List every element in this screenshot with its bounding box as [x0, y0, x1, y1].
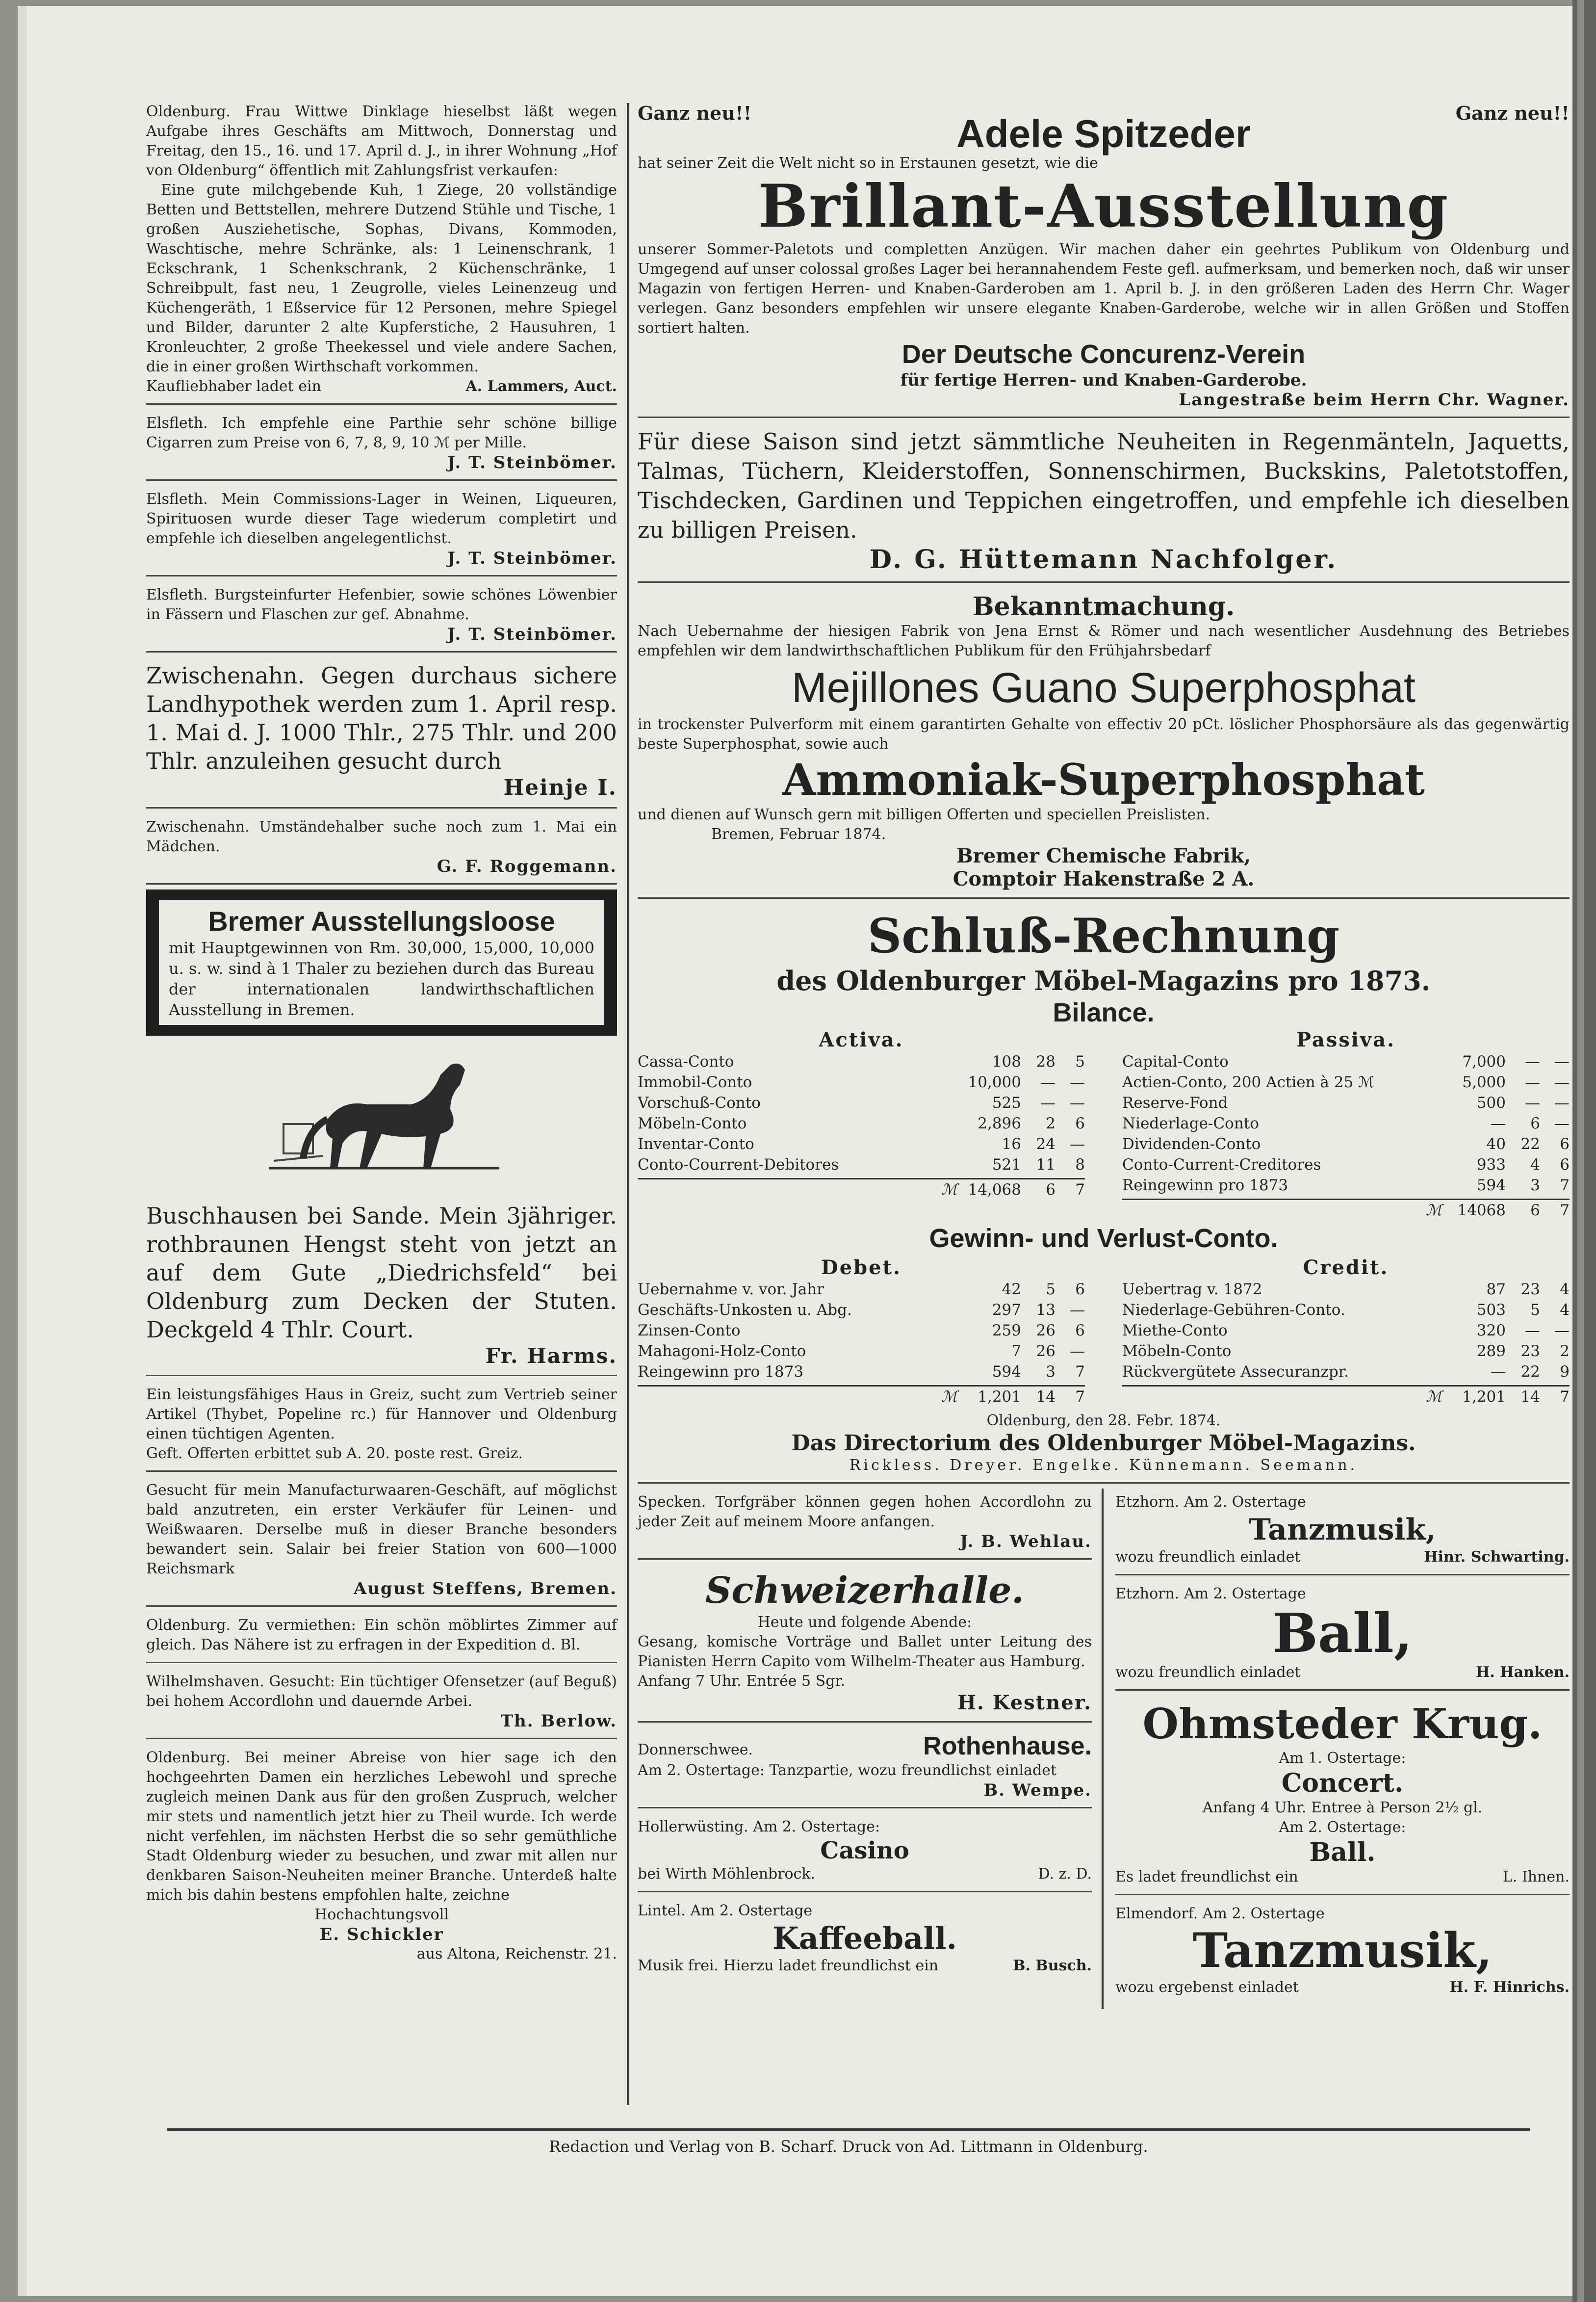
ad-dinklage: [146, 98, 617, 405]
credit-row-value: 23: [1520, 1342, 1540, 1360]
activa-row: [638, 1134, 1085, 1154]
ad-date: Bremen, Februar 1874.: [711, 826, 886, 843]
ad-text: mit Hauptgewinnen von Rm. 30,000, 15,000, 10,000 u. s. w. sind à 1 Thaler zu beziehen durch das Bureau der internationalen landwirthschaftlichen Ausstellung in Bremen.: [169, 939, 594, 1019]
ad-signature: D. G. Hüttemann Nachfolger.: [869, 545, 1338, 575]
passiva-row-value: 933: [1476, 1156, 1506, 1174]
activa-head: Activa.: [819, 1028, 904, 1051]
ganz-neu-left: Ganz neu!!: [638, 102, 752, 124]
ad-place: Hollerwüsting. Am 2. Ostertage:: [638, 1818, 880, 1835]
horse-illustration: [146, 1046, 617, 1193]
debet-row-value: 26: [1036, 1342, 1055, 1360]
ad-text: Musik frei. Hierzu ladet freundlichst ein: [638, 1957, 939, 1974]
ad-signature: L. Ihnen.: [1502, 1868, 1570, 1885]
debet-row: [638, 1279, 1085, 1300]
ad-text: Zwischenahn. Umständehalber suche noch zum 1. Mai ein Mädchen.: [146, 818, 617, 855]
credit-row-value: —: [1525, 1322, 1540, 1339]
debet-row-value: 6: [1075, 1281, 1085, 1298]
passiva-row-value: —: [1525, 1094, 1540, 1112]
ad-hefenbier: [146, 581, 617, 653]
activa-row: [638, 1113, 1085, 1134]
ad-text: wozu freundlich einladet: [1115, 1664, 1301, 1681]
ad-text: Ein leistungsfähiges Haus in Greiz, sucht zum Vertrieb seiner Artikel (Thybet, Popeline rc.) für Hannover und Oldenburg einen tüchtigen Agenten.: [146, 1386, 617, 1442]
ad-schickler: [146, 1744, 617, 1971]
ad-text: Elsfleth. Burgsteinfurter Hefenbier, sowie schönes Löwenbier in Fässern und Flaschen zur gef. Abnahme.: [146, 586, 617, 623]
column-separator: [627, 103, 629, 2105]
credit-row-value: —: [1554, 1322, 1570, 1339]
ad-title: Tanzmusik,: [1192, 1923, 1493, 1978]
passiva-row: [1122, 1051, 1570, 1072]
credit-row-label: Miethe-Conto: [1122, 1322, 1228, 1339]
ad-text: Am 2. Ostertage:: [1279, 1819, 1406, 1836]
ad-huettemann: [638, 423, 1570, 583]
passiva-row-value: —: [1554, 1094, 1570, 1112]
activa-row-label: Inventar-Conto: [638, 1135, 754, 1153]
bilance-table: [638, 1028, 1570, 1221]
credit-row-value: 4: [1560, 1281, 1570, 1298]
passiva-row-value: —: [1525, 1073, 1540, 1091]
verein-sub: für fertige Herren- und Knaben-Garderobe.: [900, 370, 1307, 390]
ad-text: Anfang 4 Uhr. Entree à Person 2½ gl.: [1202, 1799, 1483, 1816]
ad-text: Es ladet freundlichst ein: [1115, 1868, 1298, 1885]
activa-row: [638, 1051, 1085, 1072]
ad-hypothek: [146, 657, 617, 809]
ad-text: Zwischenahn. Gegen durchaus sichere Landhypothek werden zum 1. April resp. 1. Mai d. J. 1000 Thlr., 275 Thlr. und 200 Thlr. anzuleihen gesucht durch: [146, 662, 617, 774]
activa-row-value: 6: [1075, 1115, 1085, 1132]
passiva-row: [1122, 1154, 1570, 1175]
ad-text: Elsfleth. Mein Commissions-Lager in Weinen, Liqueuren, Spirituosen wurde dieser Tage wiederum completirt und empfehle ich dieselben angelegentlichst.: [146, 491, 617, 547]
credit-row-label: Rückvergütete Assecuranzpr.: [1122, 1363, 1349, 1381]
ad-casino: [638, 1813, 1092, 1892]
credit-row-value: 22: [1520, 1363, 1540, 1381]
ad-spitzeder: [638, 98, 1570, 418]
ad-address: Comptoir Hakenstraße 2 A.: [952, 867, 1255, 890]
ad-kaffeeball: [638, 1897, 1092, 1983]
activa-row-value: 521: [992, 1156, 1021, 1174]
credit-row-value: 5: [1530, 1301, 1540, 1319]
activa-row-value: 11: [1036, 1156, 1055, 1174]
ad-text: und dienen auf Wunsch gern mit billigen Offerten und speciellen Preislisten.: [638, 806, 1210, 823]
ad-text: Wilhelmshaven. Gesucht: Ein tüchtiger Ofensetzer (auf Beguß) bei hohem Accordlohn und dauernde Arbei.: [146, 1673, 617, 1710]
rechnung-directorium: Das Directorium des Oldenburger Möbel-Magazins.: [791, 1431, 1416, 1456]
debet-row-value: —: [1070, 1301, 1085, 1319]
ad-text: Elsfleth. Ich empfehle eine Parthie sehr schöne billige Cigarren zum Preise von 6, 7, 8, 9, 10 ℳ per Mille.: [146, 415, 617, 451]
ad-text: in trockenster Pulverform mit einem garantirten Gehalte von effectiv 20 pCt. löslicher Phosphorsäure als das gegenwärtig beste Superphosphat, sowie auch: [638, 716, 1570, 753]
debet-row-value: 13: [1036, 1301, 1055, 1319]
debet-row-value: 42: [1002, 1281, 1021, 1298]
activa-row-value: 5: [1075, 1053, 1085, 1071]
rechnung-title: Schluß-Rechnung: [867, 908, 1340, 964]
activa-row-label: Immobil-Conto: [638, 1073, 752, 1091]
passiva-row-value: —: [1525, 1053, 1540, 1071]
ad-invite: Kaufliebhaber ladet ein: [146, 378, 321, 395]
ad-text: Gesang, komische Vorträge und Ballet unter Leitung des Pianisten Herrn Capito vom Wilhelm-Theater aus Hamburg.: [638, 1633, 1092, 1670]
ad-ball: Ball.: [1309, 1837, 1376, 1867]
debet-row-value: 26: [1036, 1322, 1055, 1339]
credit-row-value: 320: [1476, 1322, 1506, 1339]
debet-row-label: Mahagoni-Holz-Conto: [638, 1342, 806, 1360]
activa-row-value: —: [1070, 1094, 1085, 1112]
passiva-row: [1122, 1113, 1570, 1134]
debet-row-label: Geschäfts-Unkosten u. Abg.: [638, 1301, 852, 1319]
credit-row-value: 2: [1560, 1342, 1570, 1360]
ad-signature: August Steffens, Bremen.: [353, 1579, 617, 1598]
ad-signature: J. T. Steinbömer.: [447, 625, 617, 644]
activa-row-value: —: [1070, 1073, 1085, 1091]
bottom-left-ads: [638, 1489, 1104, 2009]
imprint: Redaction und Verlag von B. Scharf. Druck von Ad. Littmann in Oldenburg.: [549, 2137, 1148, 2156]
credit-row-value: —: [1491, 1363, 1506, 1381]
bottom-ads: [638, 1489, 1570, 2009]
debet-row-label: Reingewinn pro 1873: [638, 1363, 804, 1381]
rechnung-subtitle: des Oldenburger Möbel-Magazins pro 1873.: [776, 965, 1431, 996]
product-1: Mejillones Guano Superphosphat: [792, 664, 1416, 711]
passiva-row-label: Reingewinn pro 1873: [1122, 1177, 1288, 1194]
activa-row: [638, 1154, 1085, 1175]
ad-berlow: [146, 1668, 617, 1739]
debet-row-value: —: [1070, 1342, 1085, 1360]
rechnung-names: Rickless. Dreyer. Engelke. Künnemann. Seemann.: [849, 1457, 1358, 1474]
ad-signature: A. Lammers, Auct.: [465, 378, 617, 395]
debet-head: Debet.: [821, 1256, 901, 1279]
ad-title: Rothenhause.: [923, 1732, 1092, 1760]
ad-signature: Th. Berlow.: [500, 1711, 617, 1731]
ad-text: Anfang 7 Uhr. Entrée 5 Sgr.: [638, 1673, 846, 1690]
ad-hengst: [146, 1198, 617, 1376]
ad-signature: Bremer Chemische Fabrik,: [956, 844, 1251, 867]
ad-signature: B. Wempe.: [983, 1780, 1092, 1800]
passiva-row-value: 6: [1530, 1115, 1540, 1132]
ad-greiz: [146, 1381, 617, 1472]
passiva-row-value: 7: [1560, 1177, 1570, 1194]
ad-zigarren: [146, 410, 617, 481]
activa-row-value: 2,896: [978, 1115, 1021, 1132]
activa-row-value: 108: [992, 1053, 1021, 1071]
passiva-row-value: 40: [1486, 1135, 1506, 1153]
ad-signature: H. Kestner.: [957, 1691, 1092, 1714]
activa-row-value: 8: [1075, 1156, 1085, 1174]
passiva-row-value: 7,000: [1462, 1053, 1506, 1071]
activa-row: [638, 1072, 1085, 1093]
ad-signature: H. F. Hinrichs.: [1449, 1979, 1570, 1996]
credit-total: ℳ 1,201 14 7: [1122, 1385, 1570, 1407]
credit-row-label: Niederlage-Gebühren-Conto.: [1122, 1301, 1345, 1319]
activa-row-label: Cassa-Conto: [638, 1053, 734, 1071]
passiva-row-value: 500: [1476, 1094, 1506, 1112]
credit-table: [1122, 1256, 1570, 1407]
footer-rule: [167, 2128, 1530, 2131]
debet-row-value: 5: [1046, 1281, 1055, 1298]
credit-row-value: 4: [1560, 1301, 1570, 1319]
ad-text: wozu ergebenst einladet: [1115, 1979, 1299, 1996]
debet-row-value: 6: [1075, 1322, 1085, 1339]
ad-title: Schweizerhalle.: [705, 1570, 1025, 1612]
ad-tanzmusik-etzhorn: [1115, 1489, 1570, 1575]
passiva-row: [1122, 1093, 1570, 1113]
debet-row-value: 3: [1046, 1363, 1055, 1381]
ad-text: Für diese Saison sind jetzt sämmtliche Neuheiten in Regenmänteln, Jaquetts, Talmas, Tüchern, Kleiderstoffen, Sonnenschirmen, Buckskins, Paletotstoffen, Tischdecken, Gardinen und Teppichen eingetroffen, und empfehle ich dieselben zu billigen Preisen.: [638, 428, 1570, 543]
passiva-row-label: Niederlage-Conto: [1122, 1115, 1259, 1132]
credit-row-label: Uebertrag v. 1872: [1122, 1281, 1262, 1298]
ad-text: unserer Sommer-Paletots und completten Anzügen. Wir machen daher ein geehrtes Publikum von Oldenburg und Umgegend auf unser colossal großes Lager bei herannahendem Feste gefl. aufmerksam, und bemerken noch, daß wir unser Magazin von fertigen Herren- und Knaben-Garderoben am 1. April b. J. in den größeren Laden des Herrn Chr. Wager verlegen. Ganz besonders empfehlen wir unsere elegante Knaben-Garderobe, welche wir in allen Größen und Stoffen sortiert halten.: [638, 241, 1570, 337]
activa-table: [638, 1028, 1085, 1221]
credit-row: [1122, 1279, 1570, 1300]
credit-row-value: 503: [1476, 1301, 1506, 1319]
debet-row: [638, 1361, 1085, 1382]
activa-row-value: —: [1040, 1094, 1055, 1112]
ad-text: Oldenburg. Frau Wittwe Dinklage hieselbst läßt wegen Aufgabe ihres Geschäfts am Mittwoch, Donnerstag und Freitag, den 15., 16. und 17. April d. J., in ihrer Wohnung „Hof von Oldenburg“ öffentlich mit Zahlungsfrist verkaufen:: [146, 103, 617, 179]
passiva-head: Passiva.: [1296, 1028, 1396, 1051]
activa-total: ℳ 14,068 6 7: [638, 1178, 1085, 1200]
debet-table: [638, 1256, 1085, 1407]
ad-signature: D. z. D.: [1038, 1865, 1092, 1883]
activa-row-value: 2: [1046, 1115, 1055, 1132]
passiva-row: [1122, 1134, 1570, 1154]
passiva-row-value: 22: [1520, 1135, 1540, 1153]
activa-row-label: Möbeln-Conto: [638, 1115, 747, 1132]
bottom-right-ads: [1104, 1489, 1570, 2009]
debet-row: [638, 1341, 1085, 1361]
debet-total: ℳ 1,201 14 7: [638, 1385, 1085, 1407]
passiva-row-value: 3: [1530, 1177, 1540, 1194]
credit-head: Credit.: [1303, 1256, 1389, 1279]
debet-row-value: 7: [1075, 1363, 1085, 1381]
ad-ohmsteder-krug: [1115, 1696, 1570, 1895]
passiva-table: [1122, 1028, 1570, 1221]
ad-text: Eine gute milchgebende Kuh, 1 Ziege, 20 vollständige Betten und Bettstellen, mehrere Dutzend Stühle und Tische, 1 großen Ausziehetische, Sophas, Divans, Kommoden, Waschtische, mehre Schränke, als: 1 Leinenschrank, 1 Eckschrank, 1 Schenkschrank, 2 Küchenschränke, 1 Schreibpult, fast neu, 1 Zeugrolle, vieles Leinenzeug und Küchengeräth, 1 Eßservice für 12 Personen, mehre Spiegel und Bilder, darunter 2 alte Kupferstiche, 2 Hausuhren, 1 Kronleuchter, 2 große Theekessel und viele andere Sachen, die in einer großen Wirthschaft vorkommen.: [146, 182, 617, 375]
credit-row: [1122, 1300, 1570, 1320]
passiva-row-label: Reserve-Fond: [1122, 1094, 1228, 1112]
debet-row-value: 297: [992, 1301, 1021, 1319]
passiva-row-value: 5,000: [1462, 1073, 1506, 1091]
ad-intro: Nach Uebernahme der hiesigen Fabrik von Jena Ernst & Römer und nach wesentlicher Ausdehnung des Betriebes empfehlen wir dem landwirthschaftlichen Publikum für den Frühjahrsbedarf: [638, 623, 1570, 659]
activa-row-value: —: [1040, 1073, 1055, 1091]
gv-table: [638, 1256, 1570, 1407]
passiva-row-value: —: [1491, 1115, 1506, 1132]
ad-maedchen: [146, 813, 617, 885]
ad-closing: Hochachtungsvoll: [314, 1906, 449, 1923]
horse-icon: [254, 1046, 509, 1193]
passiva-row-value: —: [1554, 1053, 1570, 1071]
ad-text: Specken. Torfgräber können gegen hohen Accordlohn zu jeder Zeit auf meinem Moore anfangen.: [638, 1493, 1092, 1530]
ad-offer: Geft. Offerten erbittet sub A. 20. poste rest. Greiz.: [146, 1445, 523, 1462]
ad-address: Langestraße beim Herrn Chr. Wagner.: [1179, 390, 1570, 410]
passiva-row-value: 6: [1560, 1156, 1570, 1174]
ad-guano: [638, 588, 1570, 899]
debet-row-value: 7: [1011, 1342, 1021, 1360]
passiva-row: [1122, 1072, 1570, 1093]
ad-title: Tanzmusik,: [1249, 1513, 1436, 1547]
scan-edge-highlight: [1577, 0, 1584, 2302]
activa-row-label: Vorschuß-Conto: [638, 1094, 761, 1112]
ad-title: Kaffeeball.: [772, 1920, 957, 1956]
credit-row-value: 289: [1476, 1342, 1506, 1360]
ad-text: Buschhausen bei Sande. Mein 3jähriger. rothbraunen Hengst steht von jetzt an auf dem Gute „Diedrichsfeld“ bei Oldenburg zum Decken der Stuten. Deckgeld 4 Thlr. Court.: [146, 1203, 617, 1343]
credit-row: [1122, 1361, 1570, 1382]
activa-row-label: Conto-Courrent-Debitores: [638, 1156, 839, 1174]
ad-subline: hat seiner Zeit die Welt nicht so in Erstaunen gesetzt, wie die: [638, 155, 1098, 172]
passiva-row-label: Capital-Conto: [1122, 1053, 1229, 1071]
passiva-row-value: 4: [1530, 1156, 1540, 1174]
activa-row-value: 16: [1002, 1135, 1021, 1153]
passiva-row-label: Actien-Conto, 200 Actien à 25 ℳ: [1122, 1073, 1375, 1091]
left-column: [146, 98, 617, 1976]
ad-signature: Heinje I.: [503, 775, 617, 800]
ad-text: Heute und folgende Abende:: [757, 1614, 972, 1631]
ad-schlussrechnung: [638, 904, 1570, 1484]
ad-signature: G. F. Roggemann.: [437, 857, 617, 876]
ad-head: Bekanntmachung.: [972, 592, 1235, 622]
activa-row-value: 10,000: [968, 1073, 1021, 1091]
ad-title: Brillant-Ausstellung: [758, 172, 1449, 241]
ad-title: Ohmsteder Krug.: [1142, 1700, 1543, 1748]
ad-ausstellungsloose: [146, 889, 617, 1036]
ad-title: Ball,: [1272, 1601, 1413, 1665]
credit-row: [1122, 1320, 1570, 1341]
ad-signature: Fr. Harms.: [485, 1344, 617, 1368]
ad-text: Oldenburg. Zu vermiethen: Ein schön möblirtes Zimmer auf gleich. Das Nähere ist zu erfragen in der Expedition d. Bl.: [146, 1617, 617, 1653]
credit-row: [1122, 1341, 1570, 1361]
right-column: [638, 98, 1570, 2009]
passiva-row-label: Dividenden-Conto: [1122, 1135, 1261, 1153]
ad-signature: H. Hanken.: [1476, 1664, 1570, 1681]
ad-address: aus Altona, Reichenstr. 21.: [416, 1945, 617, 1962]
ad-weinen: [146, 486, 617, 576]
ad-wehlau: [638, 1489, 1092, 1560]
ad-place: Lintel. Am 2. Ostertage: [638, 1902, 813, 1919]
ad-title: Casino: [820, 1837, 909, 1864]
ad-signature: J. T. Steinbömer.: [447, 549, 617, 568]
ganz-neu-right: Ganz neu!!: [1455, 102, 1570, 124]
ad-signature: E. Schickler: [319, 1925, 444, 1944]
activa-row-value: —: [1070, 1135, 1085, 1153]
ad-signature: B. Busch.: [1013, 1957, 1092, 1974]
ad-concert: Concert.: [1281, 1768, 1404, 1798]
debet-row-value: 259: [992, 1322, 1021, 1339]
activa-row-value: 525: [992, 1094, 1021, 1112]
debet-row: [638, 1320, 1085, 1341]
ad-text: Oldenburg. Bei meiner Abreise von hier sage ich den hochgeehrten Damen ein herzliches Lebewohl und spreche zugleich meinen Dank aus für den großen Zuspruch, welcher mir stets und namentlich jetzt hier zu Theil wurde. Ich werde nicht verfehlen, im nächsten Herbst die so sehr gemüthliche Stadt Oldenburg wieder zu besuchen, und zwar mit allen nur denkbaren Saison-Neuheiten meiner Branche. Unterdeß halte mich bis dahin bestens empfohlen halte, zeichne: [146, 1749, 617, 1904]
passiva-row-value: 594: [1476, 1177, 1506, 1194]
passiva-row-value: —: [1554, 1073, 1570, 1091]
passiva-row-value: 6: [1560, 1135, 1570, 1153]
scan-edge: [1572, 0, 1596, 2302]
activa-row: [638, 1093, 1085, 1113]
ad-text: wozu freundlich einladet: [1115, 1548, 1301, 1566]
ad-text: bei Wirth Möhlenbrock.: [638, 1865, 816, 1883]
ad-name: Adele Spitzeder: [956, 112, 1251, 156]
activa-row-value: 28: [1036, 1053, 1055, 1071]
ad-signature: Hinr. Schwarting.: [1424, 1548, 1570, 1566]
bilance-title: Bilance.: [1053, 998, 1155, 1027]
ad-schweizerhalle: [638, 1565, 1092, 1723]
debet-row-label: Zinsen-Conto: [638, 1322, 741, 1339]
passiva-row-label: Conto-Current-Creditores: [1122, 1156, 1321, 1174]
verein-name: Der Deutsche Concurenz-Verein: [901, 340, 1306, 369]
ad-signature: J. T. Steinbömer.: [447, 453, 617, 472]
debet-row-value: 594: [992, 1363, 1021, 1381]
ad-place: Etzhorn. Am 2. Ostertage: [1115, 1585, 1306, 1602]
credit-row-value: 87: [1486, 1281, 1506, 1298]
passiva-row: [1122, 1175, 1570, 1196]
ad-steffens: [146, 1477, 617, 1607]
passiva-total: ℳ 14068 6 7: [1122, 1199, 1570, 1221]
gv-title: Gewinn- und Verlust-Conto.: [929, 1224, 1278, 1253]
credit-row-label: Möbeln-Conto: [1122, 1342, 1232, 1360]
ad-text: Gesucht für mein Manufacturwaaren-Geschäft, auf möglichst bald anzutreten, ein erster Verkäufer für Leinen- und Weißwaaren. Derselbe muß in dieser Branche besonders bewandert sein. Salair bei freier Station von 600—1000 Reichsmark: [146, 1482, 617, 1577]
debet-row-label: Uebernahme v. vor. Jahr: [638, 1281, 824, 1298]
ad-title: Bremer Ausstellungsloose: [208, 906, 555, 937]
ad-text: Am 1. Ostertage:: [1279, 1750, 1406, 1767]
activa-row-value: 24: [1036, 1135, 1055, 1153]
ad-zimmer: [146, 1612, 617, 1663]
rechnung-date: Oldenburg, den 28. Febr. 1874.: [986, 1412, 1221, 1429]
passiva-row-value: —: [1554, 1115, 1570, 1132]
ad-ball-etzhorn: [1115, 1580, 1570, 1691]
credit-row-value: 23: [1520, 1281, 1540, 1298]
ad-place: Etzhorn. Am 2. Ostertage: [1115, 1493, 1306, 1511]
ad-tanzmusik-elmendorf: [1115, 1900, 1570, 2004]
ad-rothenhause: [638, 1727, 1092, 1808]
credit-row-value: 9: [1560, 1363, 1570, 1381]
product-2: Ammoniak-Superphosphat: [782, 754, 1425, 805]
ad-text: Am 2. Ostertage: Tanzpartie, wozu freundlichst einladet: [638, 1762, 1057, 1779]
debet-row: [638, 1300, 1085, 1320]
ad-place: Donnerschwee.: [638, 1741, 753, 1758]
ad-place: Elmendorf. Am 2. Ostertage: [1115, 1905, 1325, 1922]
ad-signature: J. B. Wehlau.: [960, 1532, 1092, 1551]
